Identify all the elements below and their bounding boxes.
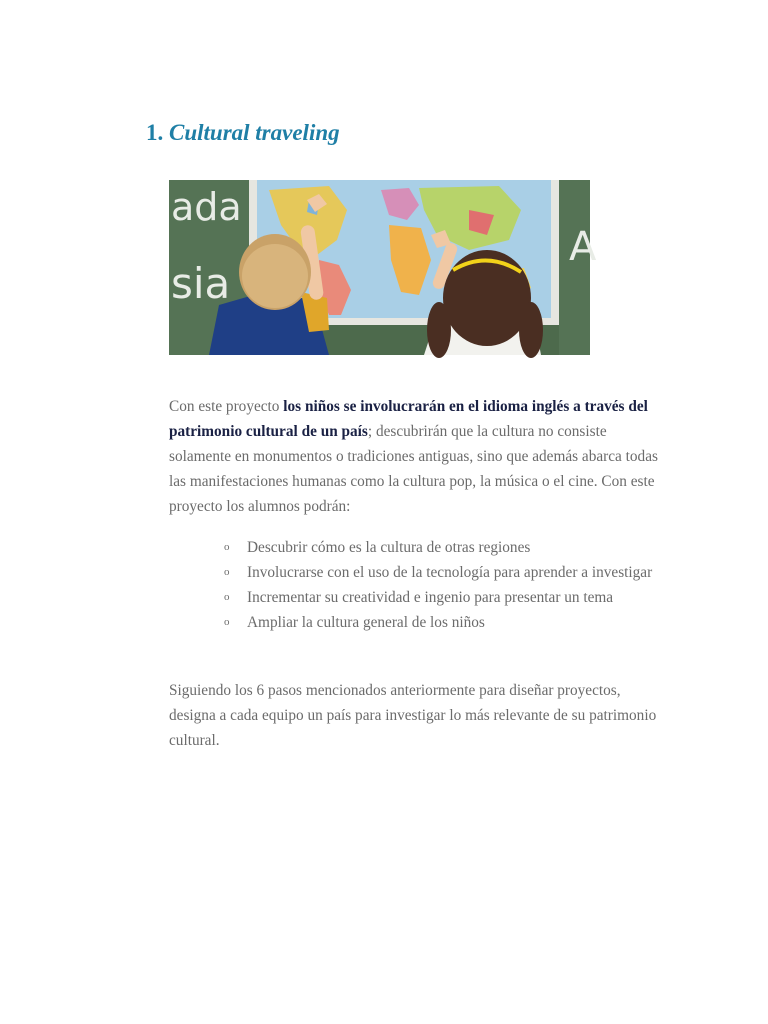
- intro-rest-text: ; descubrirán que la cultura no consiste solamente en monumentos o tradiciones antiguas, sino que además abarca todas las manifestaciones humanas como la cultura pop, la música o el cine. Con este proyecto los alumnos podrán:: [169, 423, 658, 515]
- children-map-photo: [169, 180, 597, 355]
- bullet-marker: o: [224, 591, 230, 603]
- list-item-text: Incrementar su creatividad e ingenio para presentar un tema: [247, 589, 614, 606]
- list-item: [224, 585, 667, 610]
- bullet-marker: o: [224, 616, 230, 628]
- list-item-text: Ampliar la cultura general de los niños: [247, 614, 485, 631]
- closing-paragraph: Siguiendo los 6 pasos mencionados anteriormente para diseñar proyectos, designa a cada equipo un país para investigar lo más relevante de su patrimonio cultural.: [169, 682, 657, 749]
- bullet-marker: o: [224, 566, 230, 578]
- intro-bold-text: los niños se involucrarán en el idioma inglés a través del patrimonio cultural de un país: [169, 398, 648, 440]
- intro-text: Con este proyecto: [169, 398, 284, 415]
- bullet-marker: o: [224, 541, 230, 553]
- objectives-list: [224, 535, 667, 635]
- list-item: [224, 535, 667, 560]
- list-item-text: Descubrir cómo es la cultura de otras regiones: [247, 539, 531, 556]
- list-item-text: Involucrarse con el uso de la tecnología para aprender a investigar: [247, 564, 653, 581]
- board-letters-1: ada: [171, 185, 242, 229]
- heading-title: Cultural traveling: [169, 120, 340, 145]
- heading-number: 1.: [146, 120, 164, 145]
- list-item: [224, 610, 667, 635]
- board-letters-2: sia: [171, 259, 231, 308]
- intro-paragraph: [169, 394, 669, 519]
- board-letters-3: A: [569, 224, 597, 270]
- section-heading: [146, 120, 340, 146]
- list-item: [224, 560, 667, 585]
